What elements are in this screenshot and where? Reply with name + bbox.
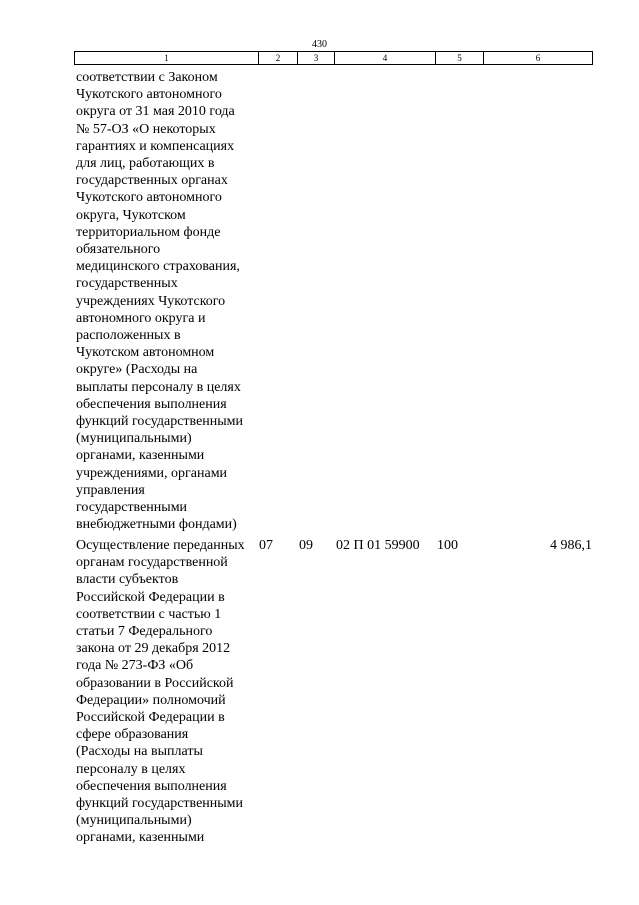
header-col-3: 3 xyxy=(298,52,335,65)
row-section-code: 07 xyxy=(259,538,273,553)
description-line: для лиц, работающих в xyxy=(76,156,215,172)
row-description xyxy=(76,537,261,847)
description-line: расположенных в xyxy=(76,328,181,344)
description-line: закона от 29 декабря 2012 xyxy=(76,641,231,657)
description-line: государственными xyxy=(76,500,188,516)
description-line: Чукотского автономного xyxy=(76,87,222,103)
description-line: соответствии с частью 1 xyxy=(76,606,222,622)
description-line: функций государственными xyxy=(76,414,244,430)
description-line: персоналу в целях xyxy=(76,761,186,777)
description-line: управления xyxy=(76,482,145,498)
description-line: округа, Чукотском xyxy=(76,207,186,223)
description-line: медицинского страхования, xyxy=(76,259,240,275)
description-line: органами, казенными xyxy=(76,448,205,464)
description-line: Осуществление переданных xyxy=(76,538,245,553)
header-col-6: 6 xyxy=(484,52,593,65)
description-line: № 57-ОЗ «О некоторых xyxy=(76,121,216,137)
description-line: (муниципальными) xyxy=(76,431,192,447)
table-header xyxy=(74,51,593,65)
row-amount: 4 986,1 xyxy=(550,538,592,553)
description-line: государственных xyxy=(76,276,178,292)
description-line: сфере образования xyxy=(76,727,189,743)
row-description xyxy=(76,69,261,533)
description-line: Чукотском автономном xyxy=(76,345,215,361)
description-line: обеспечения выполнения xyxy=(76,778,227,794)
description-line: выплаты персоналу в целях xyxy=(76,379,241,395)
description-line: округа от 31 мая 2010 года xyxy=(76,104,235,120)
header-col-1: 1 xyxy=(75,52,259,65)
description-line: соответствии с Законом xyxy=(76,70,218,85)
row-subsection-code: 09 xyxy=(299,538,313,553)
description-line: статьи 7 Федерального xyxy=(76,624,213,640)
description-line: обеспечения выполнения xyxy=(76,396,227,412)
page-number: 430 xyxy=(312,39,327,50)
description-line: обязательного xyxy=(76,242,161,258)
description-line: учреждениях Чукотского xyxy=(76,293,226,309)
description-line: образовании в Российской xyxy=(76,675,234,691)
description-line: (муниципальными) xyxy=(76,813,192,829)
description-line: государственных органах xyxy=(76,173,228,189)
description-line: органам государственной xyxy=(76,555,228,571)
description-line: Чукотского автономного xyxy=(76,190,222,206)
description-line: Российской Федерации в xyxy=(76,710,225,726)
description-line: года № 273-ФЗ «Об xyxy=(76,658,194,674)
description-line: автономного округа и xyxy=(76,310,206,326)
row-target-article: 02 П 01 59900 xyxy=(336,538,420,553)
description-line: Федерации» полномочий xyxy=(76,692,226,708)
description-line: Российской Федерации в xyxy=(76,589,225,605)
description-line: территориальном фонде xyxy=(76,224,221,240)
description-line: округе» (Расходы на xyxy=(76,362,198,378)
description-line: гарантиях и компенсациях xyxy=(76,138,235,154)
description-line: (Расходы на выплаты xyxy=(76,744,203,760)
description-line: внебюджетными фондами) xyxy=(76,517,237,533)
header-col-5: 5 xyxy=(436,52,484,65)
description-line: учреждениями, органами xyxy=(76,465,228,481)
row-expense-type: 100 xyxy=(437,538,458,553)
description-line: функций государственными xyxy=(76,796,244,812)
description-line: органами, казенными xyxy=(76,830,205,846)
description-line: власти субъектов xyxy=(76,572,179,588)
header-col-2: 2 xyxy=(259,52,298,65)
header-col-4: 4 xyxy=(335,52,436,65)
